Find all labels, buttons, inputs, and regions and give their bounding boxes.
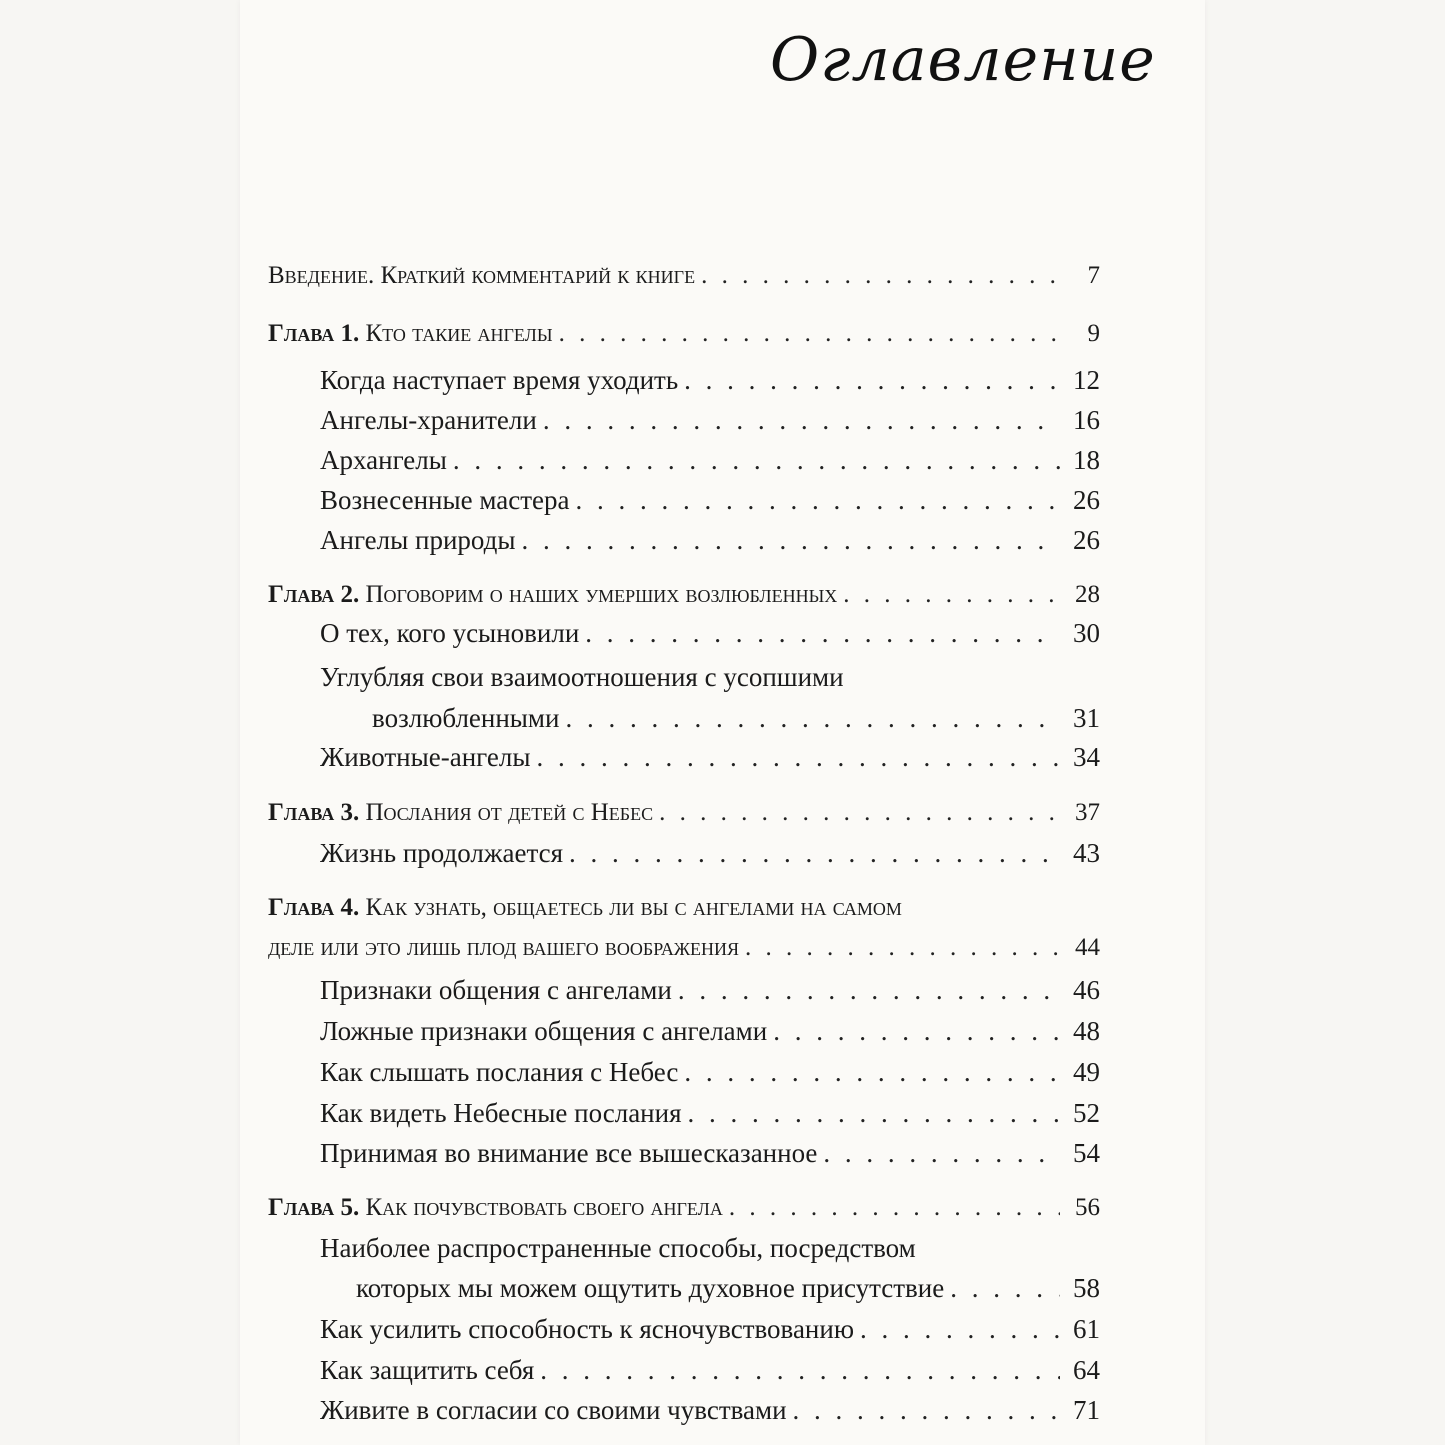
chapter-name: Кто такие ангелы [365, 320, 553, 347]
chapter-name: Послания от детей с Небес [365, 799, 654, 826]
chapter-label: Глава 1. [268, 320, 360, 347]
toc-leader-dots [559, 698, 1060, 738]
toc-entry-chapter-4-line1[interactable] [268, 888, 1100, 928]
chapter-label: Глава 4. [268, 894, 360, 921]
toc-entry-title: Животные-ангелы [320, 742, 531, 772]
toc-page-number: 28 [1075, 581, 1100, 608]
toc-page-number: 12 [1073, 365, 1100, 395]
chapter-name: Как узнать, общаетесь ли вы с ангелами на самом [365, 894, 902, 921]
toc-page-number: 64 [1073, 1355, 1100, 1385]
toc-entry-title: деле или это лишь плод вашего воображения [268, 934, 740, 961]
toc-leader-dots [787, 1390, 1060, 1430]
toc-page-number: 44 [1075, 934, 1100, 961]
toc-leader-dots [944, 1268, 1060, 1308]
toc-entry-section[interactable] [320, 1390, 1100, 1430]
toc-entry-title: Как усилить способность к ясночувствованию [320, 1314, 855, 1344]
toc-page-number: 52 [1073, 1098, 1100, 1128]
toc-leader-dots [767, 1011, 1060, 1051]
toc-page-number: 30 [1073, 618, 1100, 648]
toc-entry-title: Принимая во внимание все вышесказанное [320, 1138, 818, 1168]
toc-page-number: 31 [1073, 703, 1100, 733]
toc-leader-dots [579, 613, 1060, 653]
toc-entry-title: которых мы можем ощутить духовное присутствие [356, 1273, 945, 1303]
toc-page-number: 26 [1073, 525, 1100, 555]
toc-entry-section[interactable] [320, 440, 1100, 480]
toc-entry-title [268, 314, 553, 354]
toc-entry-title: Архангелы [320, 445, 447, 475]
toc-entry-title [268, 793, 653, 833]
toc-entry-title: Ангелы-хранители [320, 405, 537, 435]
toc-entry-title: Как защитить себя [320, 1355, 535, 1385]
toc-leader-dots [695, 256, 1060, 296]
toc-entry-section[interactable] [320, 400, 1100, 440]
toc-leader-dots [653, 793, 1060, 833]
toc-page-number: 61 [1073, 1314, 1100, 1344]
toc-entry-chapter-4[interactable] [268, 928, 1100, 968]
toc-page-number: 48 [1073, 1016, 1100, 1046]
toc-entry-title: Как видеть Небесные послания [320, 1098, 682, 1128]
toc-page-number: 43 [1073, 838, 1100, 868]
toc-entry-section[interactable] [320, 1052, 1100, 1092]
toc-leader-dots [516, 520, 1060, 560]
toc-leader-dots [570, 480, 1061, 520]
page-title: Оглавление [770, 25, 1156, 95]
toc-leader-dots [682, 1093, 1061, 1133]
toc-entry-section[interactable] [320, 970, 1100, 1010]
toc-entry-introduction[interactable] [268, 256, 1100, 296]
toc-entry-title-line1[interactable]: Наиболее распространенные способы, посредством [320, 1233, 916, 1263]
toc-entry-chapter-1[interactable] [268, 314, 1100, 354]
toc-entry-section[interactable] [320, 1309, 1100, 1349]
toc-leader-dots [530, 737, 1060, 777]
toc-entry-section[interactable] [320, 1093, 1100, 1133]
toc-entry-section[interactable] [372, 698, 1100, 738]
toc-page-number: 34 [1073, 742, 1100, 772]
toc-page-number: 37 [1075, 799, 1100, 826]
toc-entry-section[interactable] [320, 1350, 1100, 1390]
toc-page-number: 49 [1073, 1057, 1100, 1087]
toc-entry-section[interactable] [320, 520, 1100, 560]
toc-entry-section[interactable] [320, 833, 1100, 873]
toc-page-number: 18 [1073, 445, 1100, 475]
toc-page-number: 56 [1075, 1194, 1100, 1221]
toc-entry-chapter-5[interactable] [268, 1188, 1100, 1228]
chapter-name: Поговорим о наших умерших возлюбленных [365, 581, 838, 608]
toc-entry-title: Ангелы природы [320, 525, 516, 555]
chapter-label: Глава 3. [268, 799, 360, 826]
toc-entry-section[interactable] [320, 1133, 1100, 1173]
toc-entry-chapter-3[interactable] [268, 793, 1100, 833]
toc-entry-chapter-2[interactable] [268, 575, 1100, 615]
toc-entry-section[interactable] [320, 1011, 1100, 1051]
toc-page-number: 46 [1073, 975, 1100, 1005]
toc-page-number: 26 [1073, 485, 1100, 515]
toc-entry-title: О тех, кого усыновили [320, 618, 580, 648]
toc-entry-title: Введение. Краткий комментарий к книге [268, 262, 696, 289]
toc-page-number: 58 [1073, 1273, 1100, 1303]
toc-page-number: 7 [1087, 262, 1100, 289]
toc-leader-dots [537, 400, 1060, 440]
toc-leader-dots [723, 1188, 1060, 1228]
toc-leader-dots [817, 1133, 1060, 1173]
toc-entry-title: Ложные признаки общения с ангелами [320, 1016, 768, 1046]
toc-entry-title: Вознесенные мастера [320, 485, 570, 515]
toc-leader-dots [553, 314, 1060, 354]
toc-leader-dots [447, 440, 1060, 480]
toc-leader-dots [739, 928, 1060, 968]
chapter-label: Глава 2. [268, 581, 360, 608]
toc-leader-dots [534, 1350, 1060, 1390]
toc-entry-title: Жизнь продолжается [320, 838, 563, 868]
toc-page-number: 71 [1073, 1395, 1100, 1425]
toc-entry-title-line1[interactable]: Углубляя свои взаимоотношения с усопшими [320, 662, 844, 692]
chapter-name: Как почувствовать своего ангела [365, 1194, 723, 1221]
toc-entry-title [268, 1188, 723, 1228]
toc-page-number: 16 [1073, 405, 1100, 435]
toc-leader-dots [837, 575, 1060, 615]
toc-entry-title [268, 575, 837, 615]
toc-page-number: 9 [1087, 320, 1100, 347]
toc-entry-title: Признаки общения с ангелами [320, 975, 672, 1005]
toc-entry-title: Как слышать послания с Небес [320, 1057, 679, 1087]
toc-entry-section[interactable] [356, 1268, 1100, 1308]
toc-entry-title: возлюбленными [372, 703, 560, 733]
chapter-label: Глава 5. [268, 1194, 360, 1221]
toc-entry-title: Живите в согласии со своими чувствами [320, 1395, 787, 1425]
toc-entry-section[interactable] [320, 737, 1100, 777]
toc-entry-section[interactable] [320, 480, 1100, 520]
toc-leader-dots [563, 833, 1060, 873]
toc-leader-dots [672, 970, 1060, 1010]
toc-leader-dots [678, 360, 1060, 400]
toc-entry-section[interactable] [320, 360, 1100, 400]
toc-entry-section[interactable] [320, 613, 1100, 653]
toc-page-number: 54 [1073, 1138, 1100, 1168]
toc-leader-dots [854, 1309, 1060, 1349]
toc-leader-dots [678, 1052, 1060, 1092]
toc-entry-title: Когда наступает время уходить [320, 365, 679, 395]
